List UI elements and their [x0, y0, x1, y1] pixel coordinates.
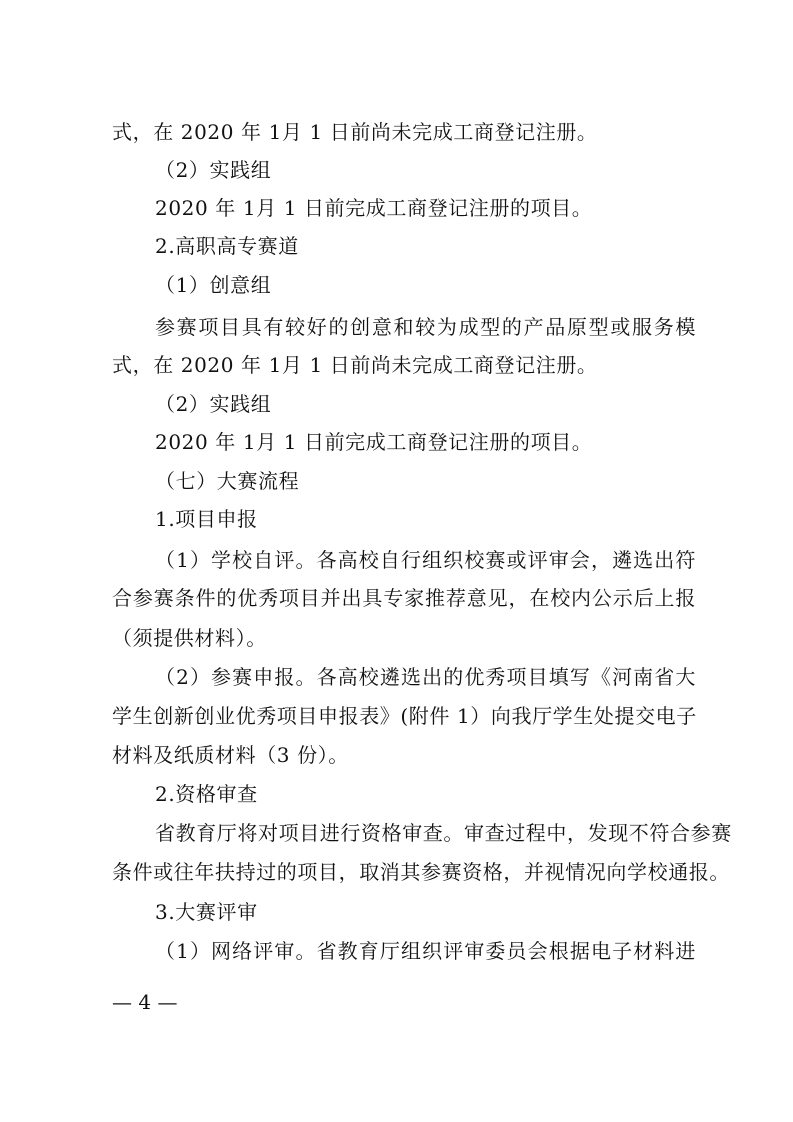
subheading-practice-group: （2）实践组: [155, 392, 272, 416]
paragraph-line: 式，在 2020 年 1月 1 日前尚未完成工商登记注册。: [112, 353, 598, 377]
subheading-project-application: 1.项目申报: [155, 507, 258, 531]
paragraph-line: 省教育厅将对项目进行资格审查。审查过程中，发现不符合参赛: [155, 821, 732, 845]
page-number: — 4 —: [112, 990, 178, 1014]
paragraph-line: 材料及纸质材料（3 份）。: [112, 743, 349, 767]
paragraph-line: 条件或往年扶持过的项目，取消其参赛资格，并视情况向学校通报。: [112, 860, 730, 884]
paragraph-line: 式，在 2020 年 1月 1 日前尚未完成工商登记注册。: [112, 120, 598, 144]
paragraph-line: 2020 年 1月 1 日前完成工商登记注册的项目。: [155, 430, 593, 454]
subheading-practice-group: （2）实践组: [155, 158, 272, 182]
paragraph-line: （须提供材料）。: [112, 626, 267, 650]
section-heading-vocational-track: 2.高职高专赛道: [155, 234, 299, 258]
paragraph-line: 2020 年 1月 1 日前完成工商登记注册的项目。: [155, 196, 593, 220]
section-heading-competition-process: （七）大赛流程: [155, 469, 300, 493]
paragraph-line: （1）学校自评。各高校自行组织校赛或评审会，遴选出符: [155, 548, 696, 572]
subheading-eligibility-review: 2.资格审查: [155, 782, 258, 806]
subheading-competition-review: 3.大赛评审: [155, 900, 258, 924]
subheading-creative-group: （1）创意组: [155, 273, 272, 297]
paragraph-line: （1）网络评审。省教育厅组织评审委员会根据电子材料进: [155, 939, 696, 963]
paragraph-line: 参赛项目具有较好的创意和较为成型的产品原型或服务模: [155, 315, 696, 339]
paragraph-line: （2）参赛申报。各高校遴选出的优秀项目填写《河南省大: [155, 665, 696, 689]
paragraph-line: 合参赛条件的优秀项目并出具专家推荐意见，在校内公示后上报: [112, 586, 696, 610]
paragraph-line: 学生创新创业优秀项目申报表》(附件 1）向我厅学生处提交电子: [112, 704, 697, 728]
